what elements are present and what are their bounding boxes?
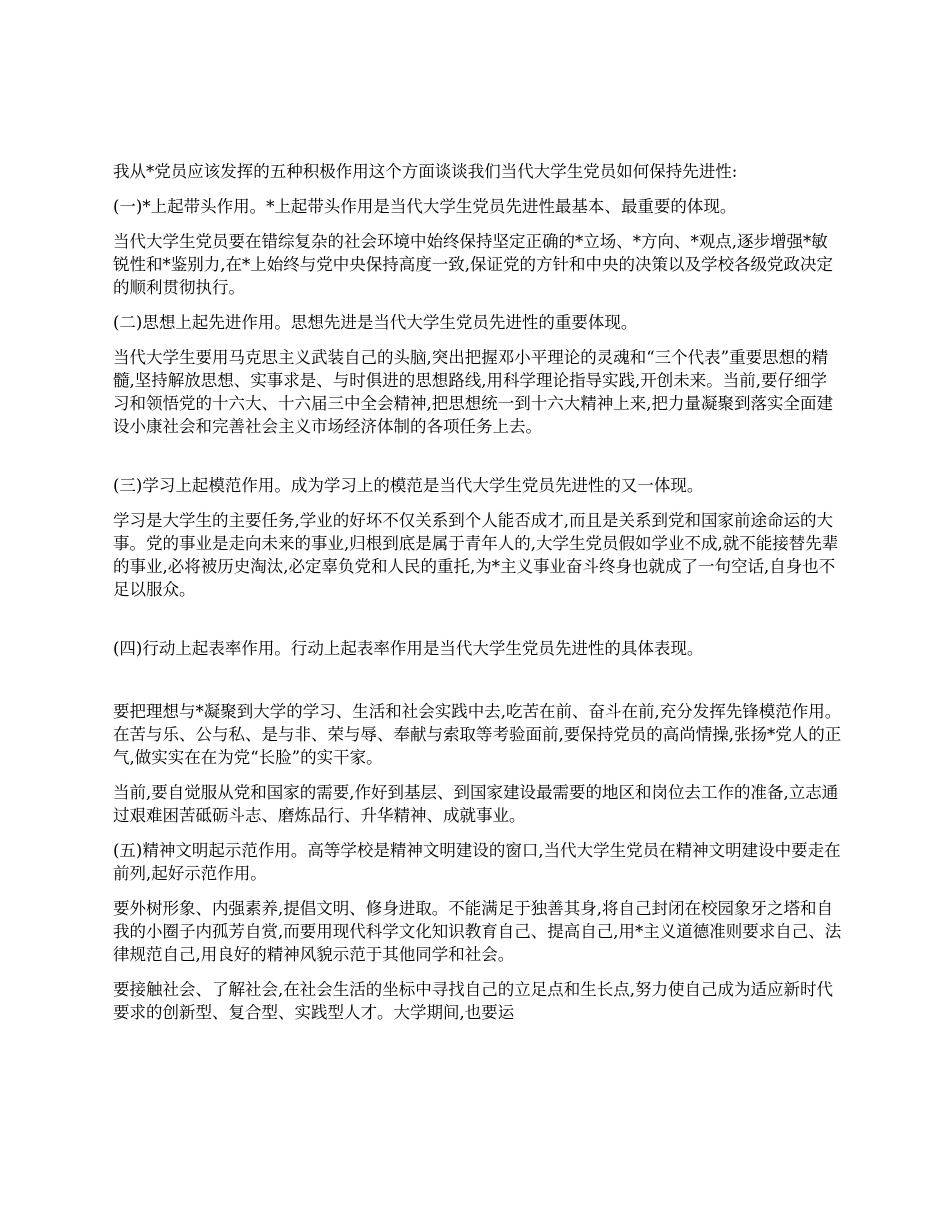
body-paragraph: 当代大学生党员要在错综复杂的社会环境中始终保持坚定正确的*立场、*方向、*观点,逐步增强*敏锐性和*鉴别力,在*上始终与党中央保持高度一致,保证党的方针和中央的决策以及学校各级党政决定的顺利贯彻执行。 <box>113 232 833 297</box>
intro-paragraph: 我从*党员应该发挥的五种积极作用这个方面谈谈我们当代大学生党员如何保持先进性: <box>113 162 738 181</box>
section-heading-3: (三)学习上起模范作用。成为学习上的模范是当代大学生党员先进性的又一体现。 <box>113 476 704 495</box>
section-heading-1: (一)*上起带头作用。*上起带头作用是当代大学生党员先进性最基本、最重要的体现。 <box>113 197 737 216</box>
section-heading-2: (二)思想上起先进作用。思想先进是当代大学生党员先进性的重要体现。 <box>113 313 638 332</box>
section-heading-5: (五)精神文明起示范作用。高等学校是精神文明建设的窗口,当代大学生党员在精神文明建设中要走在前列,起好示范作用。 <box>113 841 841 883</box>
body-paragraph: 学习是大学生的主要任务,学业的好坏不仅关系到个人能否成才,而且是关系到党和国家前途命运的大事。党的事业是走向未来的事业,归根到底是属于青年人的,大学生党员假如学业不成,就不能接替先辈的事业,必将被历史淘汰,必定辜负党和人民的重托,为*主义事业奋斗终身也就成了一句空话,自身也不足以服众。 <box>113 511 839 599</box>
body-paragraph: 要外树形象、内强素养,提倡文明、修身进取。不能满足于独善其身,将自己封闭在校园象牙之塔和自我的小圈子内孤芳自赏,而要用现代科学文化知识教育自己、提高自己,用*主义道德准则要求自己、法律规范自己,用良好的精神风貌示范于其他同学和社会。 <box>113 899 842 964</box>
body-paragraph: 要把理想与*凝聚到大学的学习、生活和社会实践中去,吃苦在前、奋斗在前,充分发挥先锋模范作用。在苦与乐、公与私、是与非、荣与辱、奉献与索取等考验面前,要保持党员的高尚情操,张扬*党人的正气,做实实在在为党“长脸”的实干家。 <box>113 702 842 767</box>
body-paragraph: 当代大学生要用马克思主义武装自己的头脑,突出把握邓小平理论的灵魂和“三个代表”重要思想的精髓,坚持解放思想、实事求是、与时俱进的思想路线,用科学理论指导实践,开创未来。当前,要仔细学习和领悟党的十六大、十六届三中全会精神,把思想统一到十六大精神上来,把力量凝聚到落实全面建设小康社会和完善社会主义市场经济体制的各项任务上去。 <box>113 348 833 436</box>
section-heading-4: (四)行动上起表率作用。行动上起表率作用是当代大学生党员先进性的具体表现。 <box>113 639 704 658</box>
document-body <box>113 160 843 1036</box>
body-paragraph: 要接触社会、了解社会,在社会生活的坐标中寻找自己的立足点和生长点,努力使自己成为适应新时代要求的创新型、复合型、实践型人才。大学期间,也要运 <box>113 980 833 1022</box>
body-paragraph: 当前,要自觉服从党和国家的需要,作好到基层、到国家建设最需要的地区和岗位去工作的准备,立志通过艰难困苦砥砺斗志、磨炼品行、升华精神、成就事业。 <box>113 783 839 825</box>
